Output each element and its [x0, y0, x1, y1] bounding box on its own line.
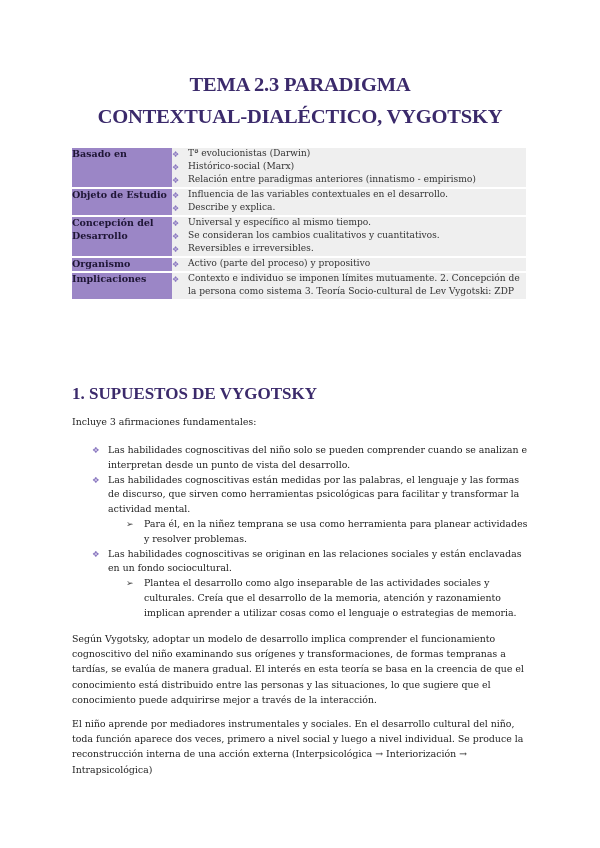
- paragraph: El niño aprende por mediadores instrumentales y sociales. En el desarrollo cultural del niño, toda función aparece dos veces, primero a nivel social y luego a nivel individual. Se produce la reconstrucción interna de una acción externa (Interpsicológica → Interiorización → Intrapsicológica): [72, 719, 524, 776]
- sub-list-item: ➢ Plantea el desarrollo como algo inseparable de las actividades sociales y culturales. Creía que el desarrollo de la memoria, atención y razonamiento implican aprender a utilizar cosas como el lenguaje o estrategias de memoria.: [92, 577, 532, 621]
- table-row: [72, 217, 526, 256]
- row-label: Implicaciones: [72, 273, 172, 299]
- document-title-line-2: CONTEXTUAL-DIALÉCTICO, VYGOTSKY: [97, 106, 503, 128]
- row-label: Basado en: [72, 148, 172, 187]
- list-item: ❖ Relación entre paradigmas anteriores (innatismo - empirismo): [172, 174, 526, 187]
- row-label: Concepción del Desarrollo: [72, 217, 172, 256]
- section-intro: Incluye 3 afirmaciones fundamentales:: [72, 417, 257, 428]
- row-content: [172, 217, 526, 256]
- row-content: [172, 189, 526, 215]
- table-row: [72, 148, 526, 187]
- list-item: ❖ Activo (parte del proceso) y propositivo: [172, 258, 526, 271]
- assumptions-list: [92, 444, 532, 622]
- list-item: ❖ Universal y específico al mismo tiempo.: [172, 217, 526, 230]
- row-content: [172, 148, 526, 187]
- paragraph: Según Vygotsky, adoptar un modelo de desarrollo implica comprender el funcionamiento cognoscitivo del niño examinando sus orígenes y transformaciones, de formas tempranas a tardías, se evalúa de manera gradual. El interés en esta teoría se basa en la creencia de que el conocimiento está distribuido entre las personas y las situaciones, lo que sugiere que el conocimiento puede adquirirse mejor a través de la interacción.: [72, 634, 524, 706]
- list-item: ❖ Histórico-social (Marx): [172, 161, 526, 174]
- list-item: ❖ Describe y explica.: [172, 202, 526, 215]
- row-content: [172, 273, 526, 299]
- row-content: [172, 258, 526, 271]
- list-item: ❖ Las habilidades cognoscitivas están medidas por las palabras, el lenguaje y las formas de discurso, que sirven como herramientas psicológicas para facilitar y transformar la actividad mental.: [92, 474, 532, 518]
- sub-list-item: ➢ Para él, en la niñez temprana se usa como herramienta para planear actividades y resolver problemas.: [92, 518, 532, 548]
- list-item: ❖ Las habilidades cognoscitivas del niño solo se pueden comprender cuando se analizan e interpretan desde un punto de vista del desarrollo.: [92, 444, 532, 474]
- list-item: ❖ Reversibles e irreversibles.: [172, 243, 526, 256]
- document-title-line-1: TEMA 2.3 PARADIGMA: [189, 74, 411, 96]
- list-item: ❖ Las habilidades cognoscitivas se originan en las relaciones sociales y están enclavadas en un fondo sociocultural.: [92, 548, 532, 578]
- list-item: ❖ Influencia de las variables contextuales en el desarrollo.: [172, 189, 526, 202]
- section-heading: 1. SUPUESTOS DE VYGOTSKY: [72, 384, 317, 403]
- table-row: [72, 189, 526, 215]
- list-item: ❖ Se consideran los cambios cualitativos y cuantitativos.: [172, 230, 526, 243]
- table-row: [72, 258, 526, 271]
- summary-table: [72, 146, 526, 301]
- list-item: ❖ Contexto e individuo se imponen límites mutuamente. 2. Concepción de la persona como sistema 3. Teoría Socio-cultural de Lev Vygotski: ZDP: [172, 273, 526, 299]
- list-item: ❖ Tª evolucionistas (Darwin): [172, 148, 526, 161]
- row-label: Objeto de Estudio: [72, 189, 172, 215]
- table-row: [72, 273, 526, 299]
- row-label: Organismo: [72, 258, 172, 271]
